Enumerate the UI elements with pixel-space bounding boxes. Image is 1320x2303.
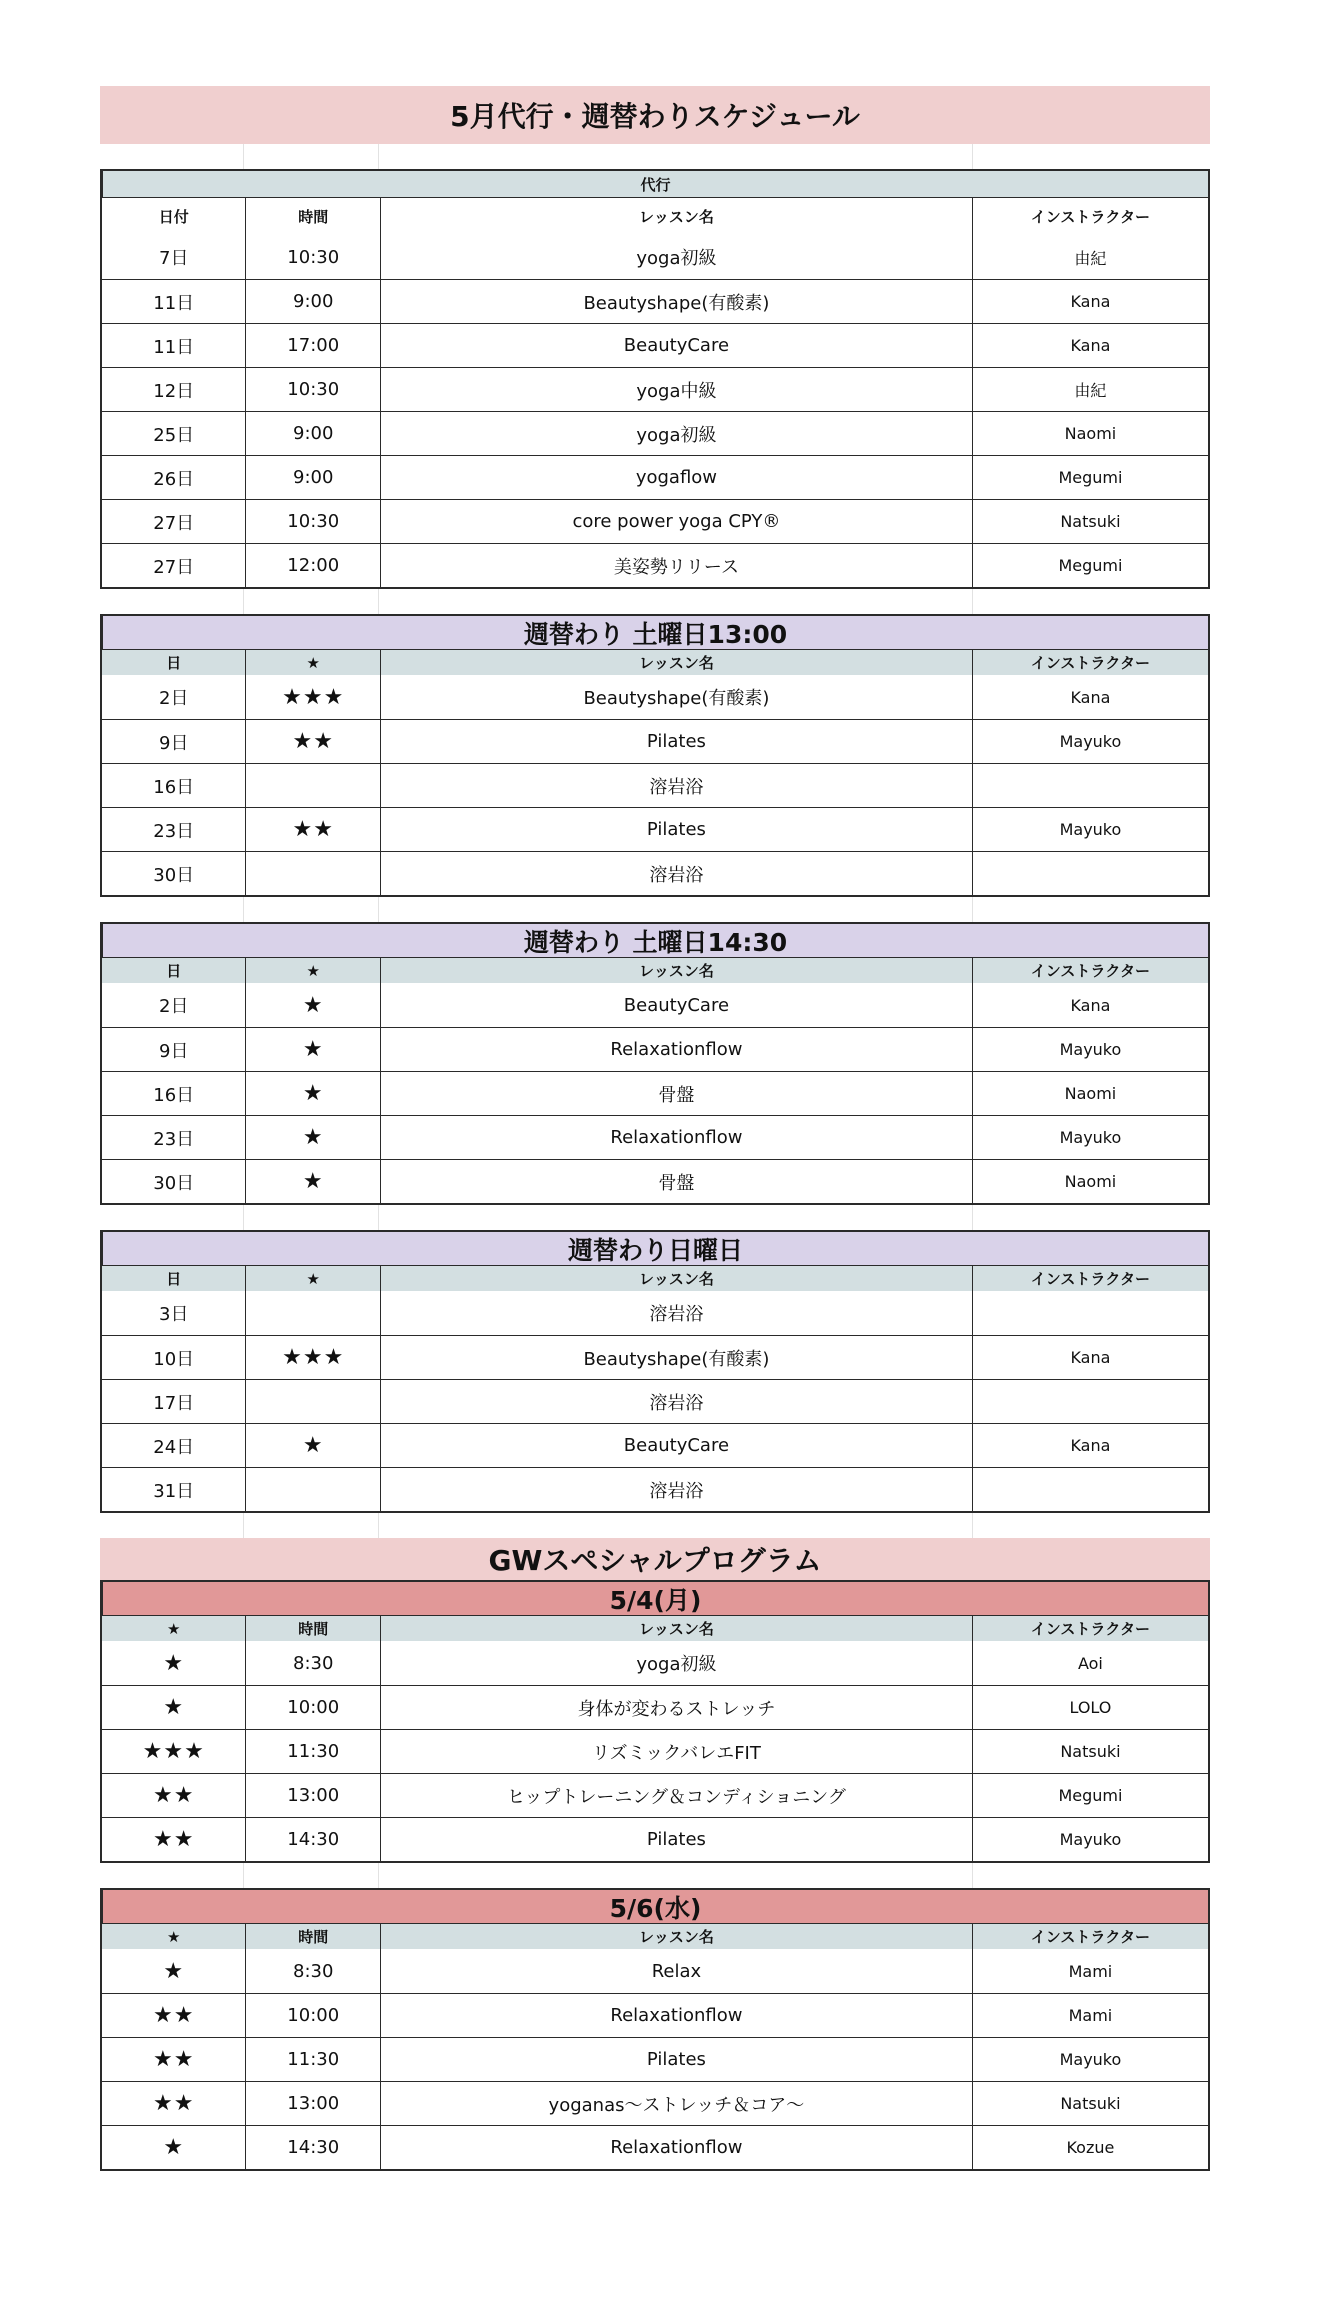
cell-lesson: Pilates xyxy=(380,808,972,851)
cell-lesson: Relax xyxy=(380,1949,972,1993)
cell-instructor: Mayuko xyxy=(972,808,1208,851)
cell-instructor: Megumi xyxy=(972,456,1208,499)
cell-day: 9日 xyxy=(159,732,189,754)
cell-stars: ★★★ xyxy=(245,675,380,719)
cell-instructor: Aoi xyxy=(972,1641,1208,1685)
spacer xyxy=(100,1863,1210,1888)
cell-time: 11:30 xyxy=(245,1730,380,1773)
table-row xyxy=(102,499,1208,543)
cell-instructor: Kana xyxy=(972,1424,1208,1467)
cell-stars: ★★ xyxy=(245,808,380,851)
cell-time: 14:30 xyxy=(245,2126,380,2169)
daiko-header xyxy=(102,197,1208,235)
col-day: 日 xyxy=(166,654,182,672)
cell-day: 27日 xyxy=(153,512,195,534)
table-row xyxy=(102,367,1208,411)
cell-lesson: Beautyshape(有酸素) xyxy=(380,675,972,719)
cell-instructor: Natsuki xyxy=(972,500,1208,543)
table-row xyxy=(102,1949,1208,1993)
table-row xyxy=(102,719,1208,763)
cell-instructor: Megumi xyxy=(972,1774,1208,1817)
cell-lesson: 骨盤 xyxy=(380,1072,972,1115)
col-stars: ★ xyxy=(167,1619,181,1638)
spacer xyxy=(100,1205,1210,1230)
sunday-title: 週替わり日曜日 xyxy=(102,1232,1208,1265)
cell-instructor: Kana xyxy=(972,324,1208,367)
cell-instructor: Kana xyxy=(972,675,1208,719)
cell-instructor xyxy=(972,1380,1208,1423)
cell-stars: ★★ xyxy=(153,2091,195,2116)
col-instructor: インストラクター xyxy=(972,1924,1208,1949)
cell-lesson: Beautyshape(有酸素) xyxy=(380,280,972,323)
table-row xyxy=(102,1641,1208,1685)
cell-time: 10:30 xyxy=(245,368,380,411)
cell-day: 23日 xyxy=(153,1128,195,1150)
cell-stars: ★ xyxy=(245,1116,380,1159)
cell-instructor: Naomi xyxy=(972,1160,1208,1203)
cell-lesson: yoga初級 xyxy=(380,235,972,279)
cell-time: 10:30 xyxy=(245,235,380,279)
cell-stars: ★★ xyxy=(153,2003,195,2028)
col-instructor: インストラクター xyxy=(972,650,1208,675)
cell-lesson: 骨盤 xyxy=(380,1160,972,1203)
col-stars: ★ xyxy=(167,1927,181,1946)
cell-stars xyxy=(245,852,380,895)
col-day: 日 xyxy=(166,962,182,980)
table-row xyxy=(102,1729,1208,1773)
cell-instructor: Mayuko xyxy=(972,720,1208,763)
cell-lesson: Relaxationflow xyxy=(380,1994,972,2037)
cell-stars: ★ xyxy=(245,1424,380,1467)
table-row xyxy=(102,1467,1208,1511)
cell-instructor: Kana xyxy=(972,1336,1208,1379)
cell-stars: ★ xyxy=(163,1650,185,1676)
table-row xyxy=(102,1027,1208,1071)
cell-day: 2日 xyxy=(159,688,189,709)
schedule-sheet xyxy=(100,86,1210,2171)
cell-lesson: yogaflow xyxy=(380,456,972,499)
col-instructor: インストラクター xyxy=(972,1616,1208,1641)
col-lesson: レッスン名 xyxy=(380,1924,972,1949)
gw-day1-header xyxy=(102,1615,1208,1641)
cell-stars xyxy=(245,1291,380,1335)
cell-instructor: Mayuko xyxy=(972,1028,1208,1071)
page-title: 5月代行・週替わりスケジュール xyxy=(100,86,1210,144)
cell-lesson: 溶岩浴 xyxy=(380,1291,972,1335)
col-time: 時間 xyxy=(245,1924,380,1949)
cell-instructor: 由紀 xyxy=(972,235,1208,279)
cell-lesson: Pilates xyxy=(380,2038,972,2081)
gw-day2-table xyxy=(100,1888,1210,2171)
col-lesson: レッスン名 xyxy=(380,650,972,675)
cell-time: 11:30 xyxy=(245,2038,380,2081)
cell-stars: ★★ xyxy=(153,1783,195,1808)
col-instructor: インストラクター xyxy=(972,198,1208,235)
cell-instructor: Kana xyxy=(972,280,1208,323)
cell-day: 31日 xyxy=(153,1480,195,1502)
cell-lesson: Pilates xyxy=(380,720,972,763)
cell-lesson: BeautyCare xyxy=(380,324,972,367)
sunday-header xyxy=(102,1265,1208,1291)
sunday-table xyxy=(100,1230,1210,1513)
cell-instructor: Mayuko xyxy=(972,1818,1208,1861)
cell-stars xyxy=(245,1468,380,1511)
cell-day: 27日 xyxy=(153,556,195,578)
col-stars: ★ xyxy=(245,958,380,983)
cell-lesson: 溶岩浴 xyxy=(380,1380,972,1423)
cell-lesson: Relaxationflow xyxy=(380,1028,972,1071)
table-row xyxy=(102,851,1208,895)
cell-time: 10:30 xyxy=(245,500,380,543)
cell-time: 8:30 xyxy=(245,1641,380,1685)
cell-stars xyxy=(245,764,380,807)
col-day: 日 xyxy=(166,1270,182,1288)
sat1300-header xyxy=(102,649,1208,675)
col-lesson: レッスン名 xyxy=(380,1266,972,1291)
cell-instructor: Mami xyxy=(972,1994,1208,2037)
cell-instructor xyxy=(972,1468,1208,1511)
table-row xyxy=(102,2081,1208,2125)
cell-time: 8:30 xyxy=(245,1949,380,1993)
cell-day: 11日 xyxy=(153,292,195,314)
cell-day: 16日 xyxy=(153,776,195,798)
cell-lesson: Pilates xyxy=(380,1818,972,1861)
table-row xyxy=(102,235,1208,279)
cell-instructor: Natsuki xyxy=(972,1730,1208,1773)
cell-stars: ★ xyxy=(163,1958,185,1984)
sat1430-title: 週替わり 土曜日14:30 xyxy=(102,924,1208,957)
gw-day1-table xyxy=(100,1580,1210,1863)
table-row xyxy=(102,1071,1208,1115)
table-row xyxy=(102,1335,1208,1379)
cell-day: 3日 xyxy=(159,1304,189,1325)
cell-lesson: core power yoga CPY® xyxy=(380,500,972,543)
cell-stars: ★★★ xyxy=(142,1739,205,1764)
cell-instructor xyxy=(972,852,1208,895)
cell-stars: ★ xyxy=(245,1160,380,1203)
cell-lesson: yoga中級 xyxy=(380,368,972,411)
cell-day: 30日 xyxy=(153,1172,195,1194)
cell-instructor: 由紀 xyxy=(972,368,1208,411)
cell-stars: ★★ xyxy=(153,1827,195,1852)
table-row xyxy=(102,1685,1208,1729)
cell-day: 30日 xyxy=(153,864,195,886)
cell-day: 10日 xyxy=(153,1348,195,1370)
cell-day: 2日 xyxy=(159,996,189,1017)
cell-day: 23日 xyxy=(153,820,195,842)
table-row xyxy=(102,279,1208,323)
cell-instructor: Megumi xyxy=(972,544,1208,587)
table-row xyxy=(102,2037,1208,2081)
cell-stars: ★★ xyxy=(153,2047,195,2072)
daiko-table xyxy=(100,169,1210,589)
table-row xyxy=(102,455,1208,499)
cell-lesson: Relaxationflow xyxy=(380,2126,972,2169)
table-row xyxy=(102,1773,1208,1817)
col-lesson: レッスン名 xyxy=(380,198,972,235)
sat1300-table xyxy=(100,614,1210,897)
cell-lesson: 溶岩浴 xyxy=(380,764,972,807)
cell-instructor: Mayuko xyxy=(972,1116,1208,1159)
cell-day: 26日 xyxy=(153,468,195,490)
table-row xyxy=(102,1115,1208,1159)
cell-time: 9:00 xyxy=(245,280,380,323)
col-instructor: インストラクター xyxy=(972,1266,1208,1291)
cell-day: 12日 xyxy=(153,380,195,402)
cell-time: 10:00 xyxy=(245,1686,380,1729)
cell-lesson: yoganas～ストレッチ＆コア～ xyxy=(380,2082,972,2125)
table-row xyxy=(102,1379,1208,1423)
cell-time: 13:00 xyxy=(245,2082,380,2125)
table-row xyxy=(102,1159,1208,1203)
cell-time: 14:30 xyxy=(245,1818,380,1861)
col-stars: ★ xyxy=(245,650,380,675)
cell-day: 25日 xyxy=(153,424,195,446)
table-row xyxy=(102,323,1208,367)
cell-instructor: Kozue xyxy=(972,2126,1208,2169)
sat1300-title: 週替わり 土曜日13:00 xyxy=(102,616,1208,649)
cell-day: 16日 xyxy=(153,1084,195,1106)
cell-day: 24日 xyxy=(153,1436,195,1458)
cell-stars: ★ xyxy=(163,2135,185,2160)
cell-lesson: Beautyshape(有酸素) xyxy=(380,1336,972,1379)
cell-stars xyxy=(245,1380,380,1423)
cell-time: 12:00 xyxy=(245,544,380,587)
table-row xyxy=(102,807,1208,851)
cell-lesson: リズミックバレエFIT xyxy=(380,1730,972,1773)
cell-instructor xyxy=(972,764,1208,807)
table-row xyxy=(102,1291,1208,1335)
col-instructor: インストラクター xyxy=(972,958,1208,983)
table-row xyxy=(102,2125,1208,2169)
cell-stars: ★ xyxy=(245,983,380,1027)
cell-stars: ★★★ xyxy=(245,1336,380,1379)
cell-lesson: BeautyCare xyxy=(380,1424,972,1467)
cell-stars: ★ xyxy=(163,1695,185,1720)
cell-lesson: 溶岩浴 xyxy=(380,1468,972,1511)
col-time: 時間 xyxy=(245,198,380,235)
cell-day: 11日 xyxy=(153,336,195,358)
gw-title: GWスペシャルプログラム xyxy=(100,1538,1210,1580)
cell-lesson: 身体が変わるストレッチ xyxy=(380,1686,972,1729)
spacer xyxy=(100,144,1210,169)
cell-lesson: BeautyCare xyxy=(380,983,972,1027)
daiko-title: 代行 xyxy=(102,171,1208,197)
gw-day2-header xyxy=(102,1923,1208,1949)
gw-day2-title: 5/6(水) xyxy=(102,1890,1208,1923)
cell-instructor: Natsuki xyxy=(972,2082,1208,2125)
cell-time: 17:00 xyxy=(245,324,380,367)
cell-day: 7日 xyxy=(159,248,189,269)
cell-time: 9:00 xyxy=(245,456,380,499)
col-stars: ★ xyxy=(245,1266,380,1291)
cell-instructor: Mayuko xyxy=(972,2038,1208,2081)
table-row xyxy=(102,543,1208,587)
cell-instructor: Kana xyxy=(972,983,1208,1027)
sat1430-table xyxy=(100,922,1210,1205)
cell-lesson: yoga初級 xyxy=(380,412,972,455)
cell-instructor: Naomi xyxy=(972,412,1208,455)
cell-instructor: Mami xyxy=(972,1949,1208,1993)
table-row xyxy=(102,1993,1208,2037)
table-row xyxy=(102,675,1208,719)
col-lesson: レッスン名 xyxy=(380,1616,972,1641)
cell-lesson: ヒップトレーニング＆コンディショニング xyxy=(380,1774,972,1817)
table-row xyxy=(102,983,1208,1027)
sat1430-header xyxy=(102,957,1208,983)
cell-lesson: 美姿勢リリース xyxy=(380,544,972,587)
table-row xyxy=(102,763,1208,807)
cell-time: 10:00 xyxy=(245,1994,380,2037)
cell-day: 17日 xyxy=(153,1392,195,1414)
cell-stars: ★ xyxy=(245,1028,380,1071)
table-row xyxy=(102,411,1208,455)
cell-time: 13:00 xyxy=(245,1774,380,1817)
col-time: 時間 xyxy=(245,1616,380,1641)
cell-lesson: 溶岩浴 xyxy=(380,852,972,895)
cell-lesson: Relaxationflow xyxy=(380,1116,972,1159)
spacer xyxy=(100,897,1210,922)
cell-instructor: Naomi xyxy=(972,1072,1208,1115)
spacer xyxy=(100,1513,1210,1538)
cell-time: 9:00 xyxy=(245,412,380,455)
col-lesson: レッスン名 xyxy=(380,958,972,983)
col-date: 日付 xyxy=(158,208,189,226)
cell-instructor: LOLO xyxy=(972,1686,1208,1729)
cell-instructor xyxy=(972,1291,1208,1335)
cell-lesson: yoga初級 xyxy=(380,1641,972,1685)
cell-stars: ★★ xyxy=(245,720,380,763)
cell-day: 9日 xyxy=(159,1040,189,1062)
gw-day1-title: 5/4(月) xyxy=(102,1582,1208,1615)
table-row xyxy=(102,1817,1208,1861)
spacer xyxy=(100,589,1210,614)
cell-stars: ★ xyxy=(245,1072,380,1115)
table-row xyxy=(102,1423,1208,1467)
